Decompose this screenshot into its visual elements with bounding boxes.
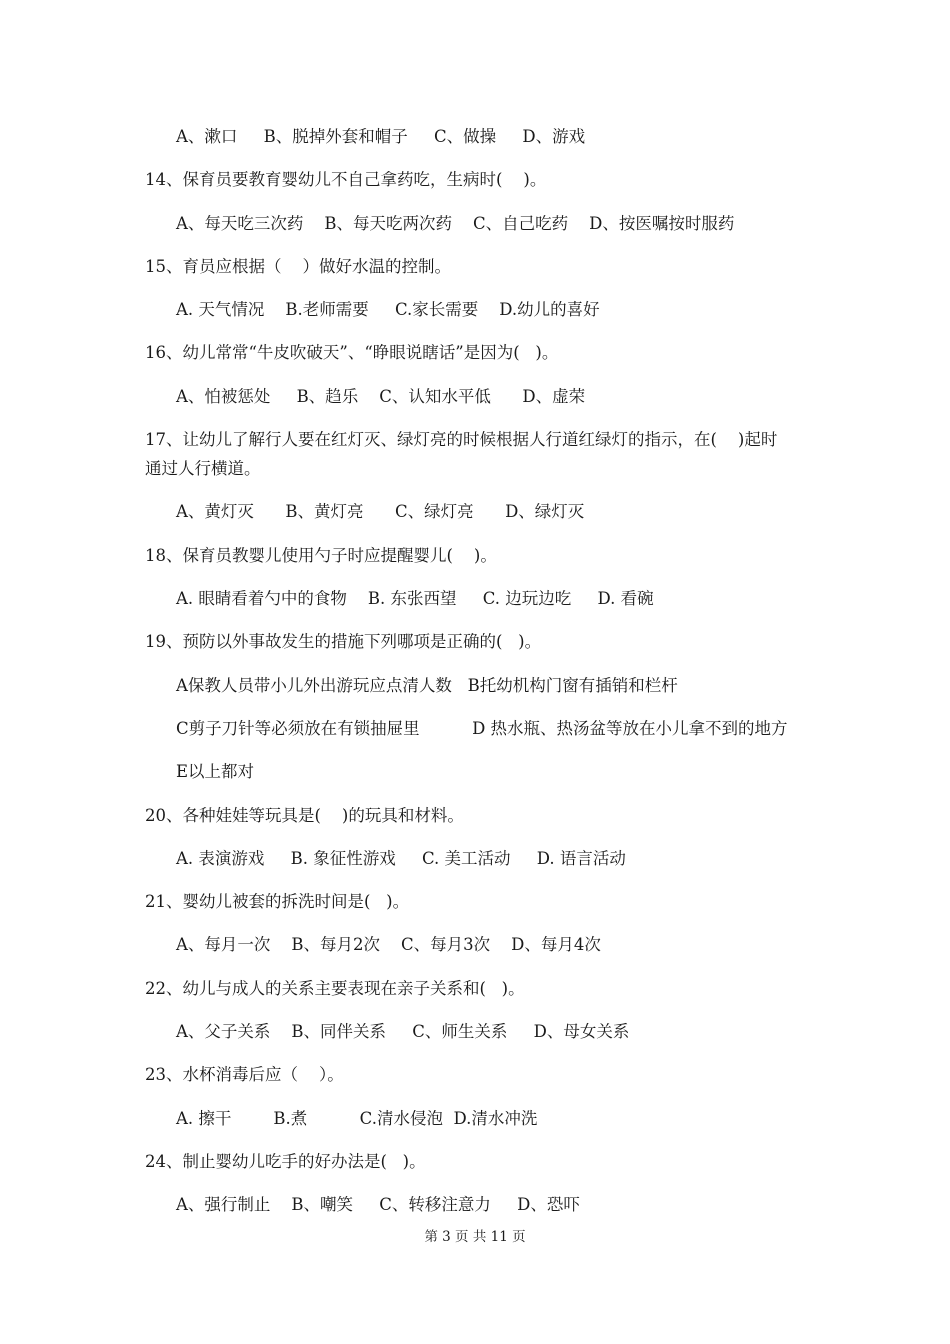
options-q19-ab: A保教人员带小儿外出游玩应点清人数 B托幼机构门窗有插销和栏杆 (176, 676, 678, 695)
question-16: 16、幼儿常常“牛皮吹破天”、“睁眼说瞎话”是因为( )。 (145, 343, 559, 362)
question-15: 15、育员应根据（ ）做好水温的控制。 (145, 257, 451, 276)
options-q17: A、黄灯灭 B、黄灯亮 C、绿灯亮 D、绿灯灭 (176, 502, 585, 521)
question-17-continued: 通过人行横道。 (145, 459, 261, 478)
question-22: 22、幼儿与成人的关系主要表现在亲子关系和( )。 (145, 979, 525, 998)
question-18: 18、保育员教婴儿使用勺子时应提醒婴儿( )。 (145, 546, 497, 565)
question-24: 24、制止婴幼儿吃手的好办法是( )。 (145, 1152, 426, 1171)
options-q24: A、强行制止 B、嘲笑 C、转移注意力 D、恐吓 (176, 1195, 580, 1214)
question-14: 14、保育员要教育婴幼儿不自己拿药吃，生病时( )。 (145, 170, 547, 189)
options-q16: A、怕被惩处 B、趋乐 C、认知水平低 D、虚荣 (176, 387, 586, 406)
question-19: 19、预防以外事故发生的措施下列哪项是正确的( )。 (145, 632, 542, 651)
options-q18: A. 眼睛看着勺中的食物 B. 东张西望 C. 边玩边吃 D. 看碗 (176, 589, 654, 608)
options-q20: A. 表演游戏 B. 象征性游戏 C. 美工活动 D. 语言活动 (176, 849, 626, 868)
options-q13: A、漱口 B、脱掉外套和帽子 C、做操 D、游戏 (176, 127, 586, 146)
question-17: 17、让幼儿了解行人要在红灯灭、绿灯亮的时候根据人行道红绿灯的指示，在( )起时 (145, 430, 778, 449)
question-21: 21、婴幼儿被套的拆洗时间是( )。 (145, 892, 410, 911)
question-20: 20、各种娃娃等玩具是( )的玩具和材料。 (145, 806, 464, 825)
options-q23: A. 擦干 B.煮 C.清水侵泡 D.清水冲洗 (176, 1109, 538, 1128)
question-23: 23、水杯消毒后应（ ）。 (145, 1065, 344, 1084)
page-footer: 第 3 页 共 11 页 (424, 1229, 526, 1245)
options-q14: A、每天吃三次药 B、每天吃两次药 C、自己吃药 D、按医嘱按时服药 (176, 214, 735, 233)
options-q19-cd: C剪子刀针等必须放在有锁抽屉里 D 热水瓶、热汤盆等放在小儿拿不到的地方 (176, 719, 788, 738)
options-q15: A. 天气情况 B.老师需要 C.家长需要 D.幼儿的喜好 (176, 300, 600, 319)
options-q22: A、父子关系 B、同伴关系 C、师生关系 D、母女关系 (176, 1022, 630, 1041)
options-q19-e: E以上都对 (176, 762, 255, 781)
options-q21: A、每月一次 B、每月2次 C、每月3次 D、每月4次 (176, 935, 601, 954)
